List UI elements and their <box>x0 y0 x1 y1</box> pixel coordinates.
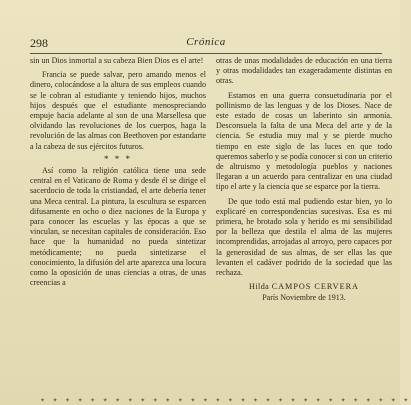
signature-prefix: Hilda <box>249 282 270 292</box>
page-number: 298 <box>30 36 48 50</box>
paragraph: otras de unas modalidades de educación en una tierra y otras modalidades tan exageradamente distintas en otras. <box>216 56 392 86</box>
paragraph: Francia se puede salvar, pero amando menos el dinero, colocándose a la altura de sus empleos cuando se le cobran al estudiante y teniendo hijos, muchos hijos después que el estudiante menospreciando empuje hacia adelante al son de una Marsellesa que olvidando las revoluciones de los cuerpos, haga la revolución de las almas con Beethoven por estandarte a la cabeza de sus ejércitos futuros. <box>30 70 206 151</box>
author-signature <box>216 282 392 292</box>
footer-ornament: ✦ ✦ ✦ ✦ ✦ ✦ ✦ ✦ ✦ ✦ ✦ ✦ ✦ ✦ ✦ ✦ ✦ ✦ ✦ ✦ ✦ ✦ ✦ ✦ ✦ ✦ ✦ ✦ ✦ ✦ <box>40 398 411 404</box>
paragraph: Así como la religión católica tiene una sede central en el Vaticano de Roma y desde él se dirige el sacerdocio de toda la cristiandad, el arte debería tener una Meca central. La pintura, la escultura se esparcen difusamente en ocho o diez naciones de la Europa y para conocer las escuelas y las épocas a que se vinculan, se necesitan capitales de consideración. Eso hace que la humanidad no pueda sintetizar metódicamente; no pueda sintetizarse el conocimiento, la difusión del arte aparezca una locura como la oposición de unas ciencias a otras, de unas creencias a <box>30 166 206 288</box>
paragraph: De que todo está mal pudiendo estar bien, yo lo explicaré en correspondencias sucesivas. Esa es mi primera, he brotado sola y herido es mi sensibilidad por la belleza que destila el alma de las mujeres incomprendidas, arrojadas al arroyo, pero capaces por la generosidad de sus almas, de ser ellas las que levanten el cadáver podrido de la sociedad que las rechaza. <box>216 196 392 278</box>
left-column <box>30 56 206 288</box>
header-rule <box>30 53 382 54</box>
section-ornament: * * * <box>104 153 132 164</box>
page-header <box>30 36 382 52</box>
paragraph: sin un Dios inmortal a su cabeza Bien Dios es el arte! <box>30 56 204 65</box>
paragraph: Estamos en una guerra consuetudinaria por el pollinismo de las lenguas y de los Dioses. Nace de este estado de cosas un laberinto sin armonía. Desconsuela la falta de una Meca del arte y de la ciencia. Se estudia muy mal y se pierde mucho tiempo en este siglo de las luces en que todo queremos saberlo y se podía conocer si con un criterio de altruismo y metodología pueblos y naciones llegaran a un acuerdo para centralizar en una ciudad tipo el arte y la ciencia que se esparce por la tierra. <box>216 90 392 192</box>
running-title: Crónica <box>186 36 226 48</box>
signature-name: CAMPOS CERVERA <box>271 282 359 292</box>
place-date: París Noviembre de 1913. <box>262 293 346 303</box>
right-column <box>216 56 392 304</box>
